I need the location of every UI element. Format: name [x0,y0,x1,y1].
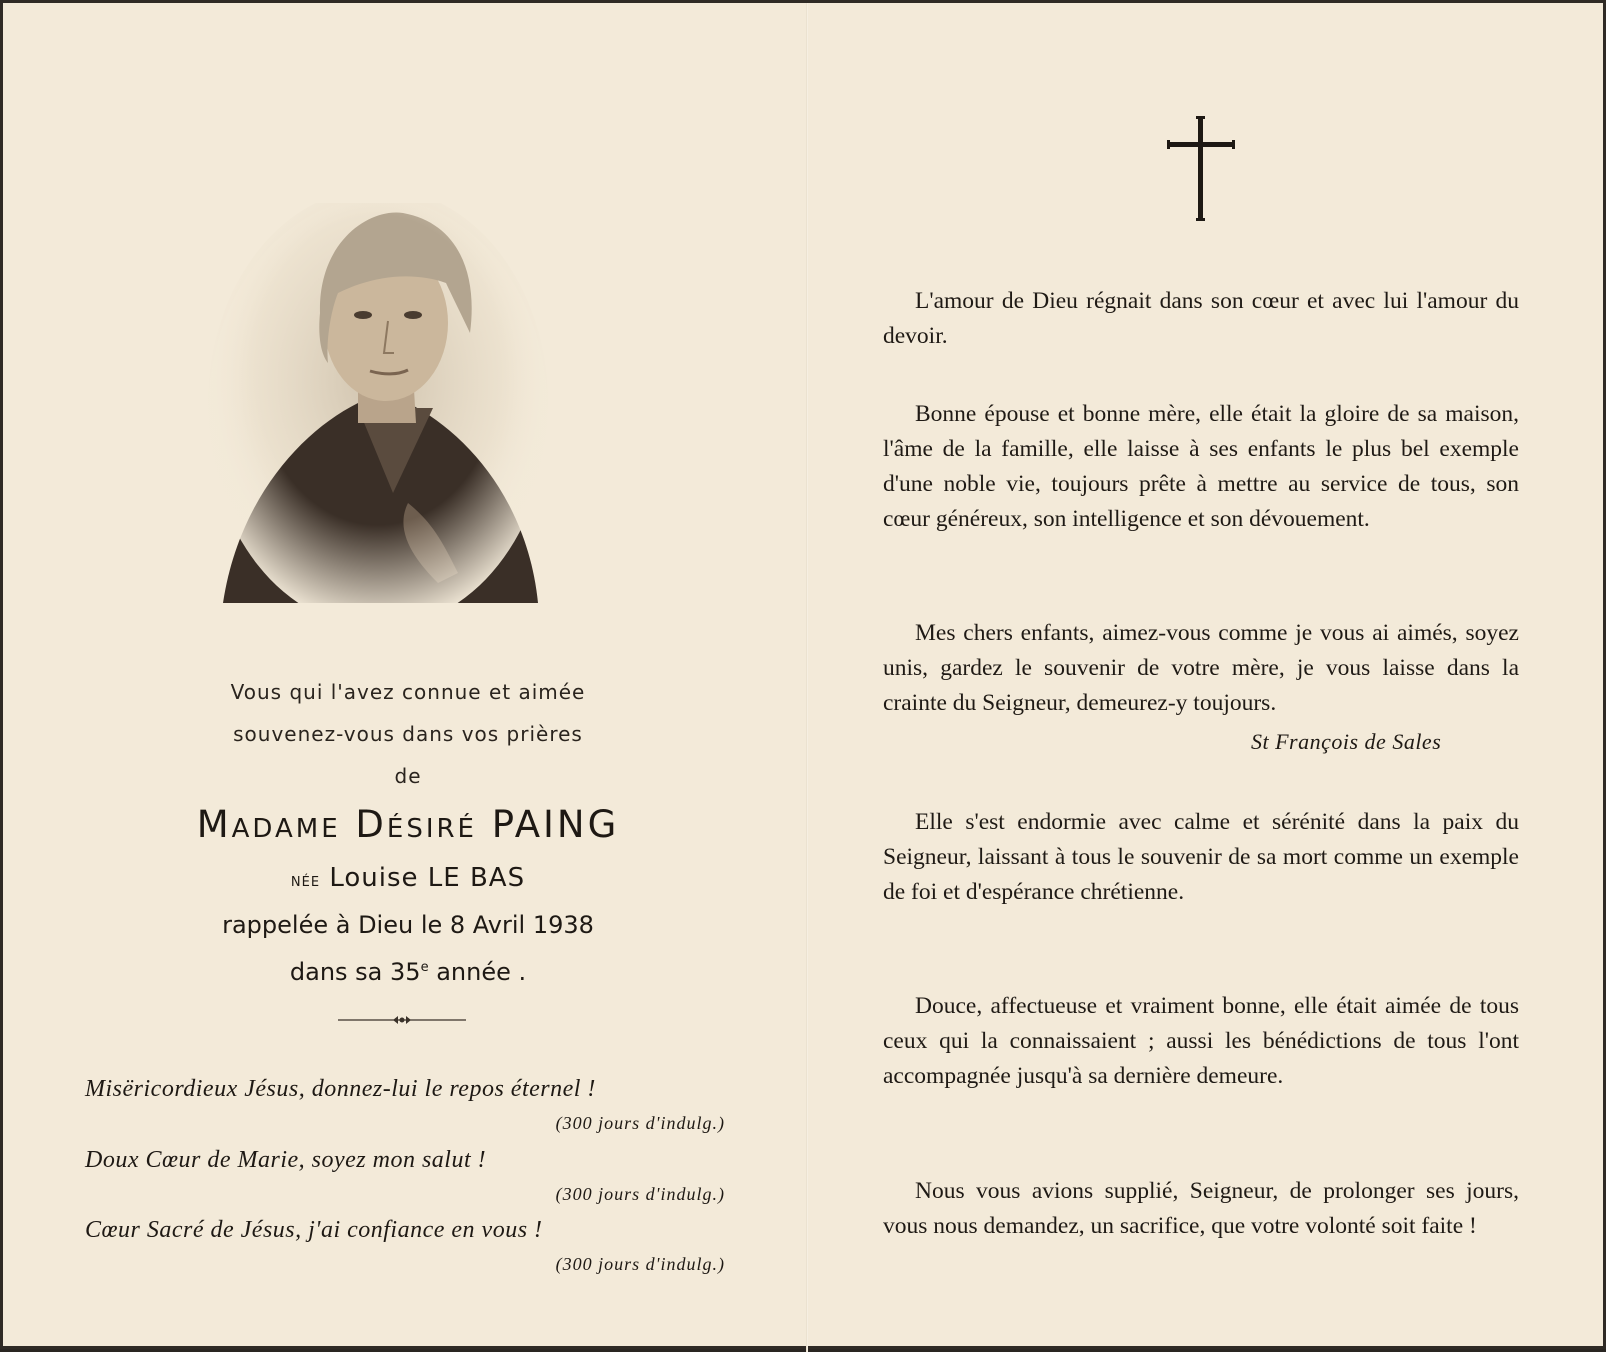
card-fold [806,3,808,1352]
maiden-name: Louise LE BAS [329,863,526,893]
paragraph-6-text: Nous vous avions supplié, Seigneur, de prolonger ses jours, vous nous demandez, un sacrifice, que votre volonté soit faite ! [883,1178,1519,1239]
age-line [83,958,733,986]
paragraph-1 [883,284,1519,354]
nee-prefix: née [290,870,321,891]
age-prefix: dans sa 35 [289,958,421,986]
intro-line-3: de [394,764,422,788]
cross-icon [1167,116,1235,221]
prayer-2: Doux Cœur de Marie, soyez mon salut ! [85,1147,487,1173]
indulgence-2: (300 jours d'indulg.) [555,1184,725,1204]
indulgence-1: (300 jours d'indulg.) [555,1113,725,1133]
deceased-name: Madame Désiré PAING [196,803,620,846]
prayer-1: Misëricordieux Jésus, donnez-lui le repos éternel ! [85,1076,596,1102]
indulgence-3: (300 jours d'indulg.) [555,1254,725,1274]
age-suffix: année . [428,958,527,986]
paragraph-5-text: Douce, affectueuse et vraiment bonne, elle était aimée de tous ceux qui la connaissaient ; aussi les bénédictions de tous l'ont accompagnée jusqu'à sa dernière demeure. [883,993,1519,1089]
paragraph-6 [883,1174,1519,1244]
intro-line-1: Vous qui l'avez connue et aimée [230,680,586,704]
prayer-3: Cœur Sacré de Jésus, j'ai confiance en vous ! [85,1217,543,1243]
death-date-line: rappelée à Dieu le 8 Avril 1938 [222,911,594,939]
paragraph-2-text: Bonne épouse et bonne mère, elle était la gloire de sa maison, l'âme de la famille, elle laisse à ses enfants le plus bel exemple d'une noble vie, toujours prête à mettre au service de tous, son cœur généreux, son intelligence et son dévouement. [883,401,1519,532]
paragraph-3 [883,616,1519,721]
maiden-name-line [83,863,733,893]
paragraph-3-text: Mes chers enfants, aimez-vous comme je vous ai aimés, soyez unis, gardez le souvenir de votre mère, je vous laisse dans la crainte du Seigneur, demeurez-y toujours. [883,620,1519,716]
paragraph-2 [883,397,1519,537]
paragraph-4-text: Elle s'est endormie avec calme et sérénité dans la paix du Seigneur, laissant à tous le souvenir de sa mort comme un exemple de foi et d'espérance chrétienne. [883,809,1519,905]
intro-line-2: souvenez-vous dans vos prières [233,722,583,746]
paragraph-5 [883,989,1519,1094]
attribution: St François de Sales [1251,729,1442,754]
paragraph-1-text: L'amour de Dieu régnait dans son cœur et avec lui l'amour du devoir. [883,288,1519,349]
portrait-photo [208,203,548,623]
paragraph-4 [883,805,1519,910]
divider-ornament-icon [338,1013,466,1027]
age-superscript: e [420,960,429,975]
